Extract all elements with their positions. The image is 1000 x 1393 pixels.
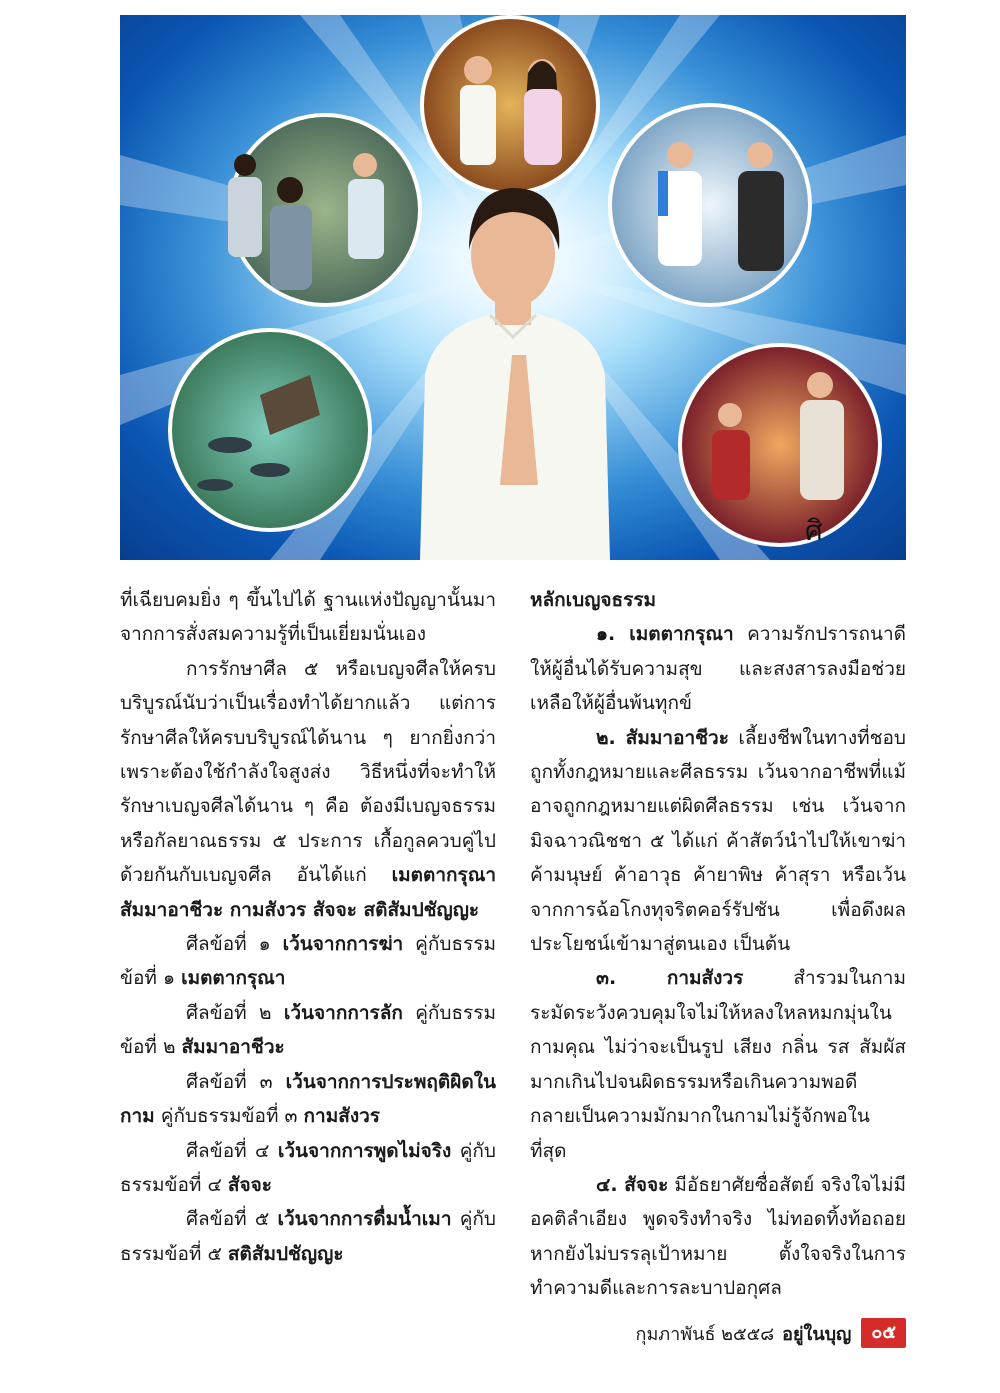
precept-lead: ศีลข้อที่ ๒ <box>186 1001 284 1024</box>
precept-mid: คู่กับธรรมข้อที่ ๕ <box>120 1208 496 1265</box>
precept-pair <box>120 996 496 1065</box>
precept-name: เว้นจากการลัก <box>283 1001 403 1024</box>
dhamma-item-text: เลี้ยงชีพในทางที่ชอบถูกทั้งกฎหมายและศีลธรรม เว้นจากอาชีพที่แม้อาจถูกกฎหมายแต่ผิดศีลธรรม เช่น เว้นจากมิจฉาวณิชชา ๕ ได้แก่ ค้าสัตว์นำไปให้เขาฆ่า ค้ามนุษย์ ค้าอาวุธ ค้ายาพิษ ค้าสุรา หรือเว้นจากการฉ้อโกงทุจริตคอร์รัปชัน เพื่อดึงผลประโยชน์เข้ามาสู่ตนเอง เป็นต้น <box>530 726 906 956</box>
dhamma-item-text: สำรวมในกาม ระมัดระวังควบคุมใจไม่ให้หลงใหลหมกมุ่นในกามคุณ ไม่ว่าจะเป็นรูป เสียง กลิ่น รส สัมผัสมากเกินไปจนผิดธรรมหรือเกินความพอดี กลายเป็นความมักมากในกามไม่รู้จักพอในที่สุด <box>530 967 906 1162</box>
cover-illustration <box>120 15 906 560</box>
illustration-art <box>120 15 906 560</box>
precept-name: เว้นจากการพูดไม่จริง <box>277 1139 452 1162</box>
bubble-honest-talk <box>610 105 810 305</box>
dhamma-item-title: ๑. เมตตากรุณา <box>596 623 734 646</box>
precept-mid: คู่กับธรรมข้อที่ ๓ <box>154 1105 304 1128</box>
precept-mid: คู่กับธรรมข้อที่ ๑ <box>120 933 496 990</box>
precept-pair <box>120 927 496 996</box>
magazine-name: อยู่ในบุญ <box>782 1323 852 1345</box>
precept-name: เว้นจากการประพฤติผิดในกาม <box>120 1070 496 1128</box>
dhamma-item <box>530 961 906 1167</box>
precept-name: เว้นจากการฆ่า <box>282 933 404 956</box>
dhamma-item-title: ๒. สัมมาอาชีวะ <box>596 726 729 749</box>
precept-pair <box>120 1202 496 1271</box>
dhamma-item-text: ความรักปรารถนาดีให้ผู้อื่นได้รับความสุข และสงสารลงมือช่วยเหลือให้ผู้อื่นพ้นทุกข์ <box>530 623 906 715</box>
dhamma-item <box>530 1168 906 1306</box>
dhamma-name: สัมมาอาชีวะ <box>181 1036 285 1059</box>
precept-pair <box>120 1134 496 1203</box>
dhamma-name: เมตตากรุณา <box>181 967 286 990</box>
left-column <box>120 583 496 1271</box>
precept-pair <box>120 1065 496 1134</box>
dhamma-item <box>530 617 906 720</box>
dhamma-item-title: ๓. กามสังวร <box>596 967 744 990</box>
dhamma-item <box>530 721 906 962</box>
precept-lead: ศีลข้อที่ ๔ <box>186 1139 278 1162</box>
issue-date: กุมภาพันธ์ ๒๕๕๘ <box>635 1323 775 1345</box>
continued-paragraph: ที่เฉียบคมยิ่ง ๆ ขึ้นไปได้ ฐานแห่งปัญญานั้นมาจากการสั่งสมความรู้ที่เป็นเยี่ยมนั่นเอง <box>120 589 496 646</box>
precept-lead: ศีลข้อที่ ๕ <box>186 1208 278 1231</box>
dhamma-item-title: ๔. สัจจะ <box>596 1173 669 1196</box>
page-footer <box>636 1318 906 1348</box>
bubble-couple <box>422 17 598 193</box>
dhamma-name: สัจจะ <box>227 1173 272 1196</box>
bubble-temptation <box>680 345 880 545</box>
precept-lead: ศีลข้อที่ ๑ <box>186 933 283 956</box>
bubble-releasing-fish <box>170 330 370 530</box>
dhamma-list: เมตตากรุณา สัมมาอาชีวะ กามสังวร สัจจะ สติสัมปชัญญะ <box>120 864 496 921</box>
dhamma-name: สติสัมปชัญญะ <box>227 1242 344 1265</box>
dhamma-name: กามสังวร <box>303 1105 380 1128</box>
precept-mid: คู่กับธรรมข้อที่ ๒ <box>120 1001 496 1059</box>
precepts-intro-paragraph <box>120 652 496 927</box>
intro-text: การรักษาศีล ๕ หรือเบญจศีลให้ครบบริบูรณ์นับว่าเป็นเรื่องทำได้ยากแล้ว แต่การรักษาศีลให้ครบบริบูรณ์ได้นาน ๆ ยากยิ่งกว่า เพราะต้องใช้กำลังใจสูงส่ง วิธีหนึ่งที่จะทำให้รักษาเบญจศีลได้นาน ๆ คือ ต้องมีเบญจธรรมหรือกัลยาณธรรม ๕ ประการ เกื้อกูลควบคู่ไปด้วยกันกับเบญจศีล อันได้แก่ <box>120 657 496 887</box>
precept-lead: ศีลข้อที่ ๓ <box>186 1070 286 1093</box>
page-number: ๐๕ <box>861 1318 906 1348</box>
bubble-conversation <box>228 115 420 305</box>
dhamma-item-text: มีอัธยาศัยซื่อสัตย์ จริงใจไม่มีอคติลำเอียง พูดจริงทำจริง ไม่ทอดทิ้งท้อถอยหากยังไม่บรรลุเป้าหมาย ตั้งใจจริงในการทำความดีและการละบาปอกุศล <box>530 1173 906 1300</box>
artist-signature: ศิ <box>805 514 823 547</box>
section-heading: หลักเบญจธรรม <box>530 589 657 611</box>
precept-name: เว้นจากการดื่มน้ำเมา <box>277 1208 452 1231</box>
right-column <box>530 583 906 1306</box>
precept-mid: คู่กับธรรมข้อที่ ๔ <box>120 1139 496 1196</box>
